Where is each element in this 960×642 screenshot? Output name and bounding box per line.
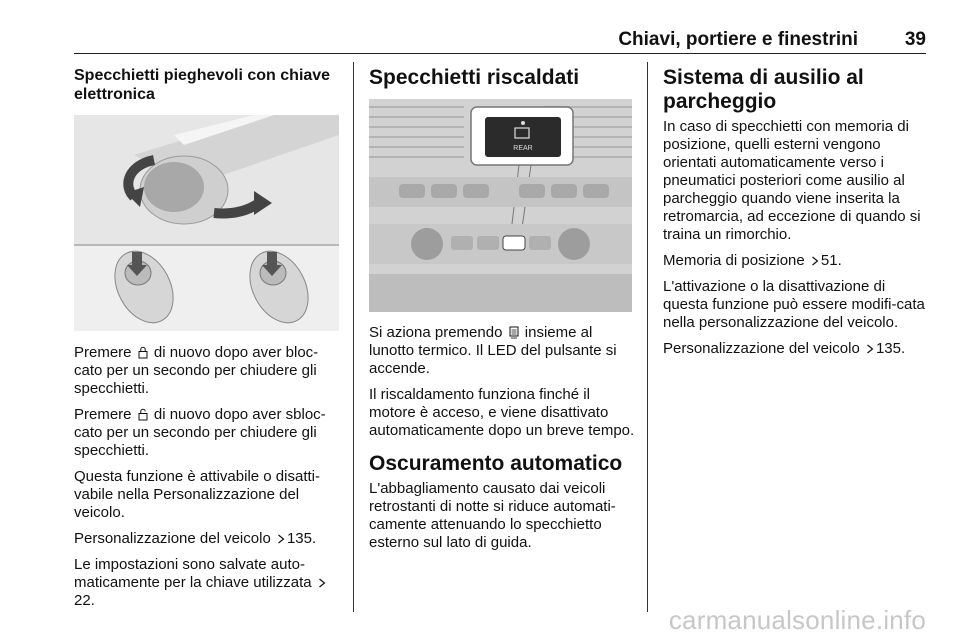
column-1 [74,66,346,104]
column-divider-2 [647,62,648,612]
header-rule [74,53,926,54]
unlock-icon [138,408,148,421]
section-heading-heated-mirrors: Specchietti riscaldati [369,66,580,89]
paragraph-key-settings [74,556,346,610]
column-divider-1 [353,62,354,612]
figure-heated-mirror-button [369,99,632,312]
page-number: 39 [904,29,926,50]
paragraph-personalization-note: Questa funzione è attivabile o disatti-vabile nella Personalizzazione del veicolo. [74,468,320,521]
lock-icon [138,346,148,359]
paragraph-activation-setting: L'attivazione o la disattivazione di questa funzione può essere modifi-cata nella personalizzazione del veicolo. [663,278,925,331]
paragraph-unlock-fold [74,406,346,460]
figure-folding-mirror-key [74,115,339,331]
text-personalization: Personalizzazione del veicolo [663,340,860,357]
paragraph-personalization-ref [663,340,931,358]
text-key-settings: Le impostazioni sono salvate auto-maticamente per la chiave utilizzata [74,556,312,591]
paragraph-heated-activation [369,324,637,378]
text-premere: Premere [74,406,132,423]
page-ref-51[interactable]: 51. [820,252,842,269]
text-lock-fold-instruction: di nuovo dopo aver bloc-cato per un secondo per chiudere gli specchietti. [74,344,319,397]
running-header-title: Chiavi, portiere e finestrini [618,29,858,50]
text-premere: Premere [74,344,132,361]
text-activation-rest: insieme al lunotto termico. Il LED del pulsante si accende. [369,324,617,377]
section-heading-auto-dimming: Oscuramento automatico [369,452,623,475]
page-reference-arrow-icon [318,578,326,588]
column-2 [369,66,637,90]
paragraph-position-memory-ref [663,252,931,270]
text-unlock-fold-instruction: di nuovo dopo aver sbloc-cato per un secondo per chiudere gli specchietti. [74,406,326,459]
text-personalization: Personalizzazione del veicolo [74,530,271,547]
page-ref-135[interactable]: 135. [286,530,317,547]
page-ref-135[interactable]: 135. [875,340,906,357]
column-2-body [369,324,637,560]
page-reference-arrow-icon [277,534,285,544]
paragraph-personalization-ref [74,530,346,548]
paragraph-auto-dimming: L'abbagliamento causato dai veicoli retrostanti di notte si riduce automati-camente attenuando lo specchietto esterno sul lato di guida. [369,480,616,551]
paragraph-heating-duration: Il riscaldamento funziona finché il motore è acceso, e viene disattivato automaticamente dopo un breve tempo. [369,386,635,439]
rear-window-heating-icon [509,326,519,339]
section-heading-folding-mirrors: Specchietti pieghevoli con chiave elettronica [74,67,331,103]
paragraph-lock-fold [74,344,346,398]
column-1-body [74,344,346,618]
text-position-memory: Memoria di posizione [663,252,805,269]
text-activation: Si aziona premendo [369,324,503,341]
page-reference-arrow-icon [866,344,874,354]
page-ref-22[interactable]: 22. [74,592,95,609]
page-reference-arrow-icon [811,256,819,266]
rear-button-label: REAR [513,145,533,152]
watermark: carmanualsonline.info [668,605,926,635]
column-3 [663,66,931,366]
paragraph-parking-assist: In caso di specchietti con memoria di posizione, quelli esterni vengono orientati automaticamente verso i pneumatici posteriori come ausilio al parcheggio quando viene inserita la retromarcia, ad eccezione di quando si traina un rimorchio. [663,118,921,243]
section-heading-parking-assist: Sistema di ausilio al parcheggio [663,66,864,113]
